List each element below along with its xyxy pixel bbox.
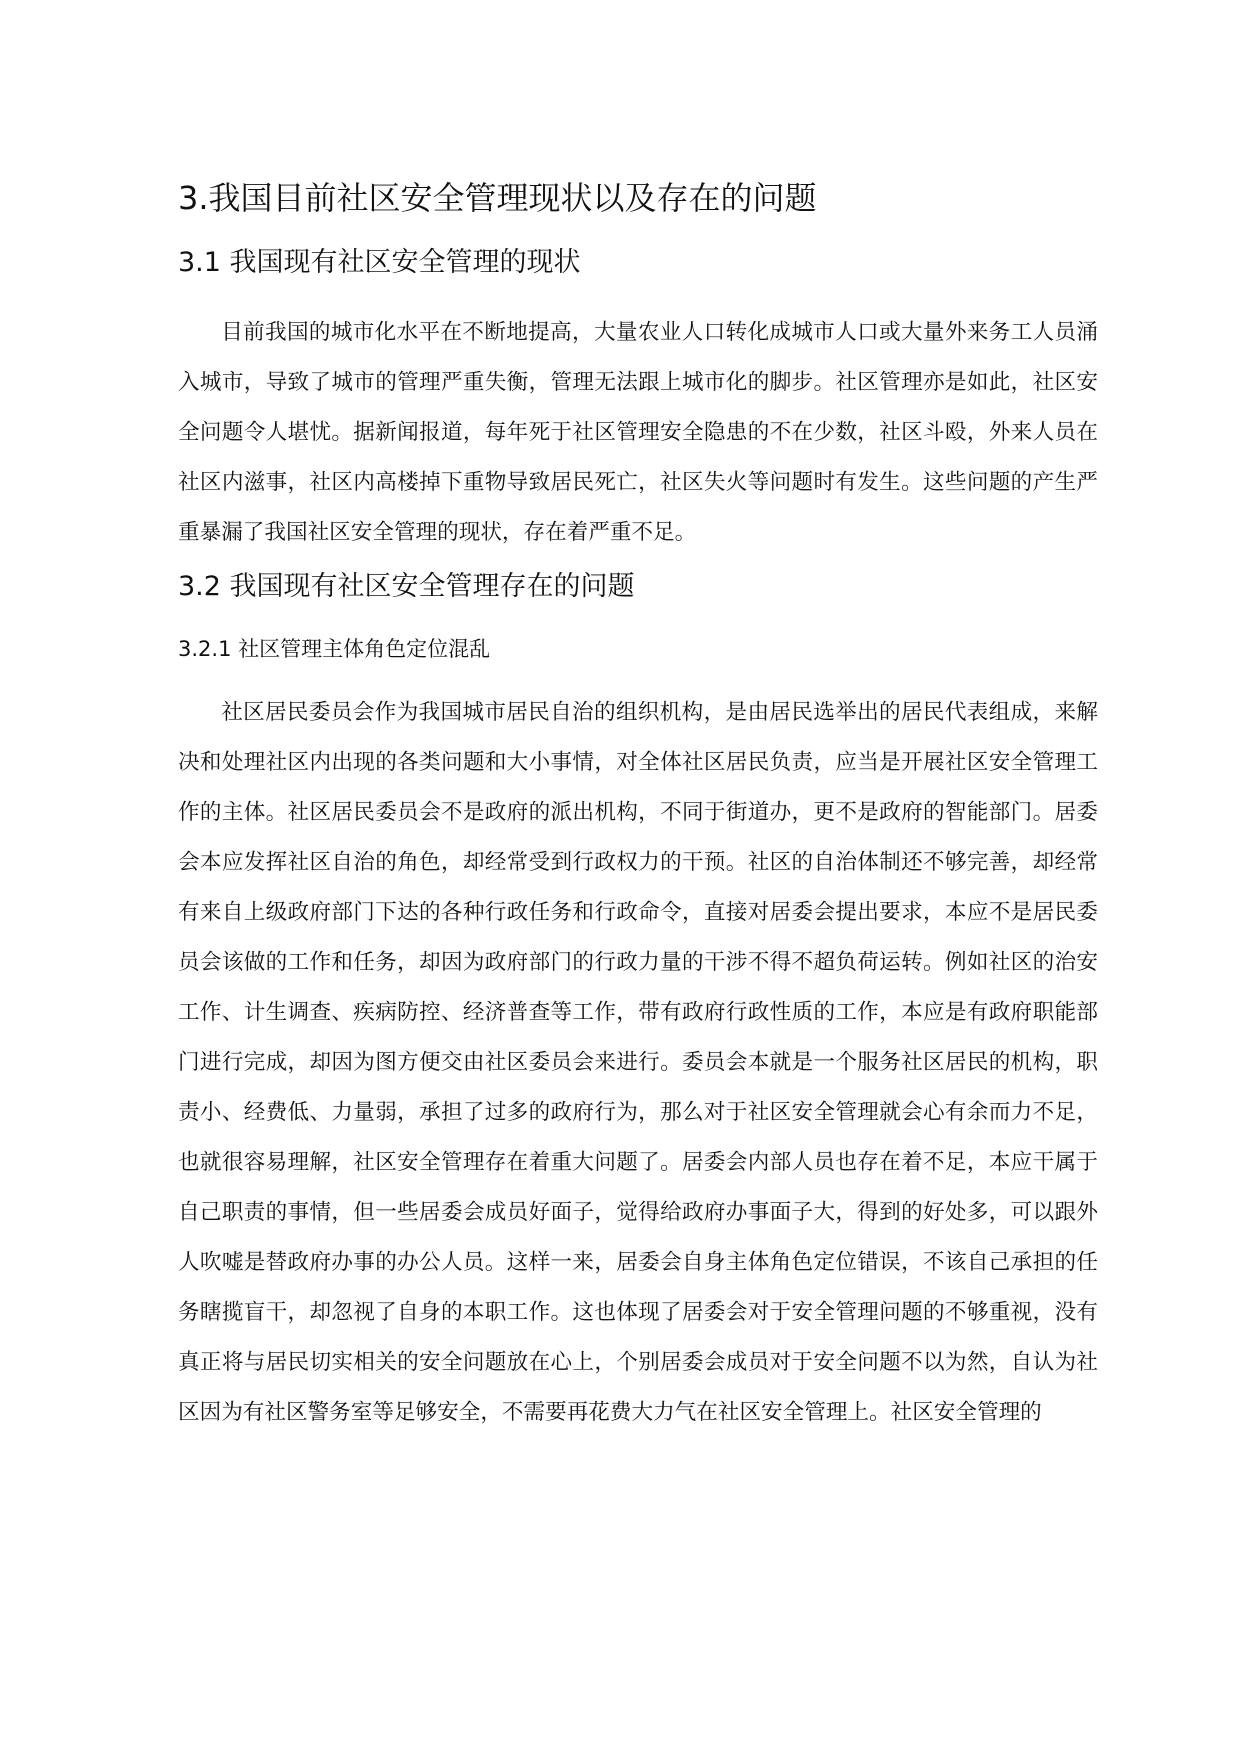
subsection-3-2-1-paragraph: 社区居民委员会作为我国城市居民自治的组织机构，是由居民选举出的居民代表组成，来解决和处理社区内出现的各类问题和大小事情，对全体社区居民负责，应当是开展社区安全管理工作的主体。社区居民委员会不是政府的派出机构，不同于街道办，更不是政府的智能部门。居委会本应发挥社区自治的角色，却经常受到行政权力的干预。社区的自治体制还不够完善，却经常有来自上级政府部门下达的各种行政任务和行政命令，直接对居委会提出要求，本应不是居民委员会该做的工作和任务，却因为政府部门的行政力量的干涉不得不超负荷运转。例如社区的治安工作、计生调查、疾病防控、经济普查等工作，带有政府行政性质的工作，本应是有政府职能部门进行完成，却因为图方便交由社区委员会来进行。委员会本就是一个服务社区居民的机构，职责小、经费低、力量弱，承担了过多的政府行为，那么对于社区安全管理就会心有余而力不足，也就很容易理解，社区安全管理存在着重大问题了。居委会内部人员也存在着不足，本应干属于自己职责的事情，但一些居委会成员好面子，觉得给政府办事面子大，得到的好处多，可以跟外人吹嘘是替政府办事的办公人员。这样一来，居委会自身主体角色定位错误，不该自己承担的任务瞎揽盲干，却忽视了自身的本职工作。这也体现了居委会对于安全管理问题的不够重视，没有真正将与居民切实相关的安全问题放在心上，个别居委会成员对于安全问题不以为然，自认为社区因为有社区警务室等足够安全，不需要再花费大力气在社区安全管理上。社区安全管理的	[178, 700, 1098, 1425]
section-3-1-paragraph: 目前我国的城市化水平在不断地提高，大量农业人口转化成城市人口或大量外来务工人员涌入城市，导致了城市的管理严重失衡，管理无法跟上城市化的脚步。社区管理亦是如此，社区安全问题令人堪忧。据新闻报道，每年死于社区管理安全隐患的不在少数，社区斗殴，外来人员在社区内滋事，社区内高楼掉下重物导致居民死亡，社区失火等问题时有发生。这些问题的产生严重暴漏了我国社区安全管理的现状，存在着严重不足。	[178, 320, 1098, 545]
section-heading-3-2: 3.2 我国现有社区安全管理存在的问题	[178, 571, 635, 602]
page-content	[178, 172, 1098, 1438]
chapter-heading: 3.我国目前社区安全管理现状以及存在的问题	[178, 179, 817, 217]
section-heading-3-1: 3.1 我国现有社区安全管理的现状	[178, 247, 581, 278]
subsection-heading-3-2-1: 3.2.1 社区管理主体角色定位混乱	[178, 637, 491, 661]
